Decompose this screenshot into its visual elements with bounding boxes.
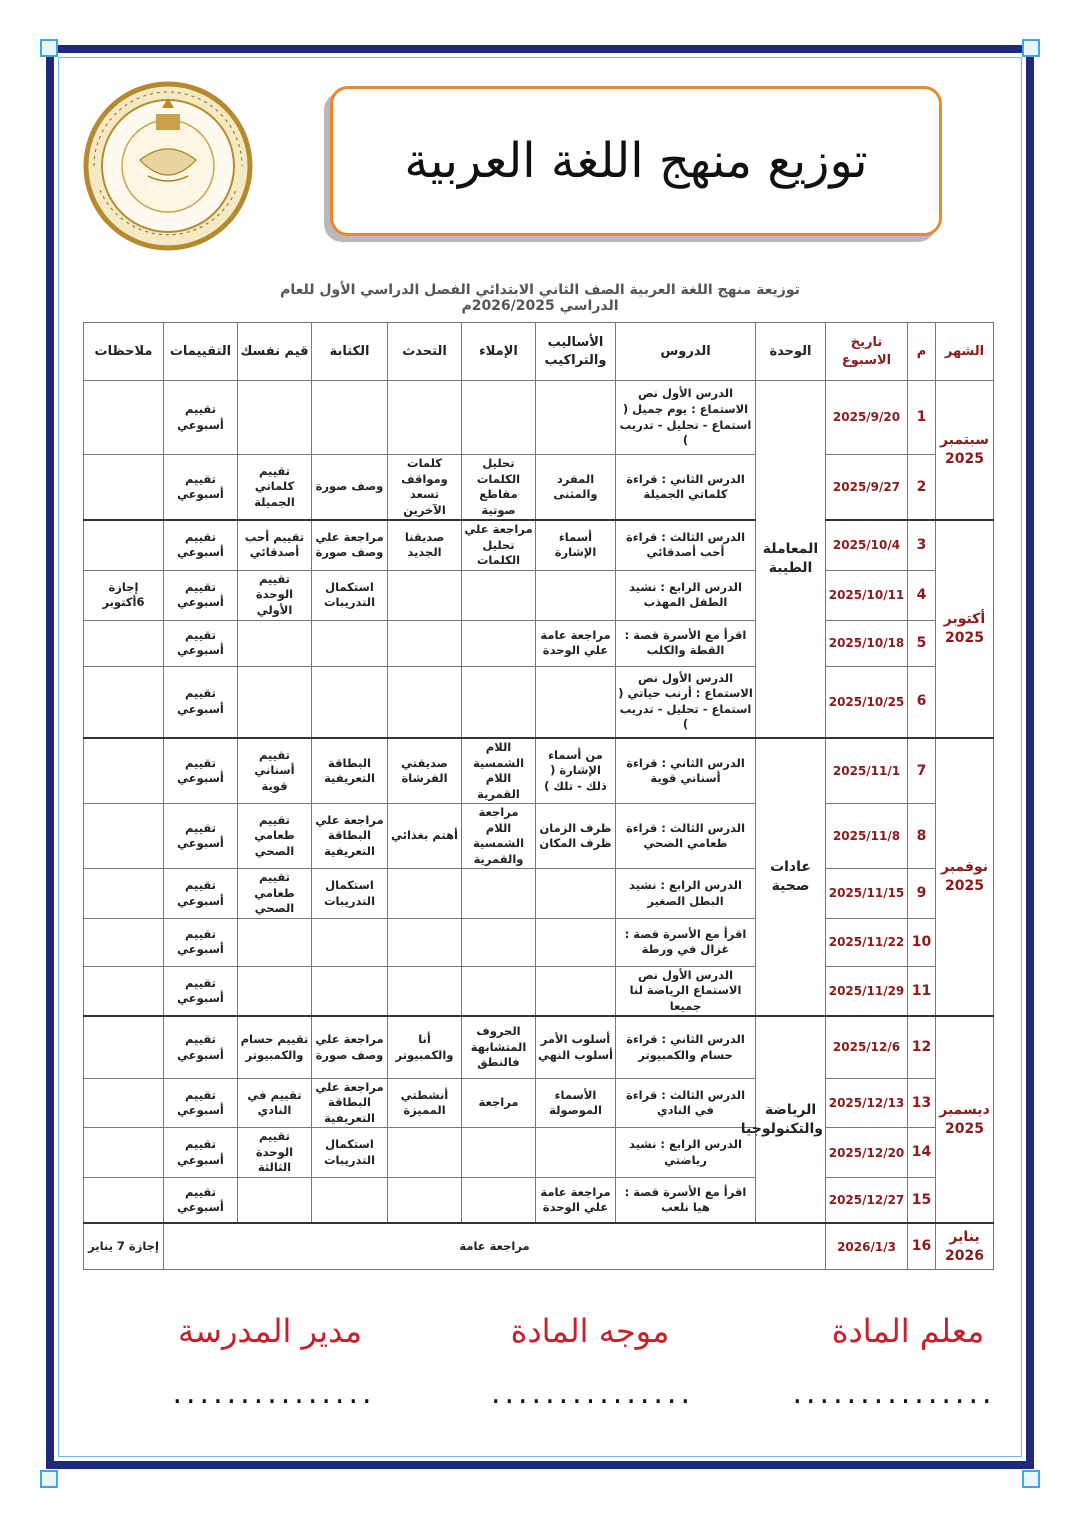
notes-cell — [84, 804, 164, 869]
week-date-cell: 2025/11/22 — [826, 918, 908, 966]
self-assess-cell: تقييم الوحدة الثالثة — [238, 1128, 312, 1178]
week-number-cell: 6 — [908, 666, 936, 738]
dictation-cell: مراجعة علي تحليل الكلمات — [462, 520, 536, 570]
self-assess-cell: تقييم أحب أصدقائي — [238, 520, 312, 570]
week-date-cell: 2025/10/11 — [826, 570, 908, 620]
self-assess-cell — [238, 966, 312, 1016]
week-date-cell: 2025/11/15 — [826, 869, 908, 919]
table-row — [84, 869, 994, 919]
notes-cell — [84, 1016, 164, 1078]
speaking-cell: أنا والكمبيوتر — [388, 1016, 462, 1078]
week-number-cell: 5 — [908, 620, 936, 666]
week-number-cell: 4 — [908, 570, 936, 620]
evaluation-cell: تقييم أسبوعي — [164, 520, 238, 570]
styles-cell — [536, 381, 616, 455]
writing-cell: مراجعة علي البطاقة التعريفية — [312, 1078, 388, 1128]
speaking-cell — [388, 666, 462, 738]
table-row — [84, 1078, 994, 1128]
self-assess-cell — [238, 1177, 312, 1223]
notes-cell — [84, 869, 164, 919]
table-header-row — [84, 323, 994, 381]
notes-cell — [84, 1177, 164, 1223]
self-assess-cell — [238, 620, 312, 666]
evaluation-cell: تقييم أسبوعي — [164, 918, 238, 966]
week-number-cell: 2 — [908, 455, 936, 521]
self-assess-cell — [238, 918, 312, 966]
evaluation-cell: تقييم أسبوعي — [164, 869, 238, 919]
signature-teacher-line: ............... — [792, 1376, 996, 1411]
week-date-cell: 2025/12/20 — [826, 1128, 908, 1178]
unit-cell: الرياضة والتكنولوجيا — [756, 1016, 826, 1223]
table-row — [84, 1177, 994, 1223]
notes-cell — [84, 966, 164, 1016]
lesson-cell: الدرس الرابع : نشيد الطفل المهذب — [616, 570, 756, 620]
dictation-cell — [462, 1177, 536, 1223]
speaking-cell: أنشطتي المميزة — [388, 1078, 462, 1128]
month-cell: نوفمبر 2025 — [936, 738, 994, 1016]
table-row — [84, 804, 994, 869]
week-date-cell: 2025/12/27 — [826, 1177, 908, 1223]
writing-cell: استكمال التدريبات — [312, 570, 388, 620]
notes-cell: إجازة 7 يناير — [84, 1223, 164, 1269]
signature-supervisor-line: ............... — [490, 1376, 694, 1411]
lesson-cell: الدرس الثالث : قراءة في النادي — [616, 1078, 756, 1128]
lesson-cell: الدرس الثاني : قراءة حسام والكمبيوتر — [616, 1016, 756, 1078]
lesson-cell: الدرس الأول نص الاستماع : يوم جميل ( استماع - تحليل - تدريب ) — [616, 381, 756, 455]
writing-cell: مراجعة علي وصف صورة — [312, 520, 388, 570]
writing-cell: مراجعة علي البطاقة التعريفية — [312, 804, 388, 869]
week-date-cell: 2025/10/4 — [826, 520, 908, 570]
week-number-cell: 16 — [908, 1223, 936, 1269]
speaking-cell — [388, 1177, 462, 1223]
writing-cell: مراجعة علي وصف صورة — [312, 1016, 388, 1078]
signature-principal-line: ............... — [172, 1376, 376, 1411]
notes-cell — [84, 1128, 164, 1178]
week-number-cell: 7 — [908, 738, 936, 804]
evaluation-cell: تقييم أسبوعي — [164, 738, 238, 804]
ministry-seal-logo — [78, 80, 258, 252]
evaluation-cell: تقييم أسبوعي — [164, 455, 238, 521]
week-date-cell: 2025/12/6 — [826, 1016, 908, 1078]
frame-corner-ornament — [40, 39, 58, 57]
self-assess-cell: تقييم طعامي الصحي — [238, 869, 312, 919]
week-number-cell: 15 — [908, 1177, 936, 1223]
styles-cell — [536, 1128, 616, 1178]
notes-cell: إجازة 6أكتوبر — [84, 570, 164, 620]
table-row — [84, 738, 994, 804]
col-header-notes: ملاحظات — [84, 323, 164, 381]
lesson-cell: الدرس الأول نص الاستماع : أرنب حياتي ( استماع - تحليل - تدريب ) — [616, 666, 756, 738]
col-header-week-date: تاريخ الاسبوع — [826, 323, 908, 381]
dictation-cell — [462, 570, 536, 620]
lesson-cell: الدرس الثاني : قراءة أسناني قوية — [616, 738, 756, 804]
dictation-cell: مراجعة اللام الشمسية والقمرية — [462, 804, 536, 869]
table-row — [84, 520, 994, 570]
col-header-styles: الأساليب والتراكيب — [536, 323, 616, 381]
styles-cell: من أسماء الإشارة ( ذلك - تلك ) — [536, 738, 616, 804]
month-cell: أكتوبر 2025 — [936, 520, 994, 738]
lesson-cell: اقرأ مع الأسرة قصة : غزال في ورطة — [616, 918, 756, 966]
week-number-cell: 8 — [908, 804, 936, 869]
unit-cell: المعاملة الطيبة — [756, 381, 826, 739]
writing-cell — [312, 381, 388, 455]
speaking-cell: كلمات ومواقف تسعد الآخرين — [388, 455, 462, 521]
month-cell: ديسمبر 2025 — [936, 1016, 994, 1223]
table-row — [84, 455, 994, 521]
self-assess-cell — [238, 666, 312, 738]
evaluation-cell: تقييم أسبوعي — [164, 381, 238, 455]
unit-cell: عادات صحية — [756, 738, 826, 1016]
writing-cell: وصف صورة — [312, 455, 388, 521]
signature-principal-label: مدير المدرسة — [177, 1312, 363, 1350]
dictation-cell — [462, 918, 536, 966]
evaluation-cell: تقييم أسبوعي — [164, 1078, 238, 1128]
self-assess-cell: تقييم طعامي الصحي — [238, 804, 312, 869]
week-number-cell: 13 — [908, 1078, 936, 1128]
speaking-cell: صديقنا الجديد — [388, 520, 462, 570]
week-date-cell: 2026/1/3 — [826, 1223, 908, 1269]
week-date-cell: 2025/10/25 — [826, 666, 908, 738]
styles-cell — [536, 966, 616, 1016]
frame-corner-ornament — [1022, 1470, 1040, 1488]
self-assess-cell: تقييم الوحدة الأولي — [238, 570, 312, 620]
col-header-month: الشهر — [936, 323, 994, 381]
styles-cell: ظرف الزمان ظرف المكان — [536, 804, 616, 869]
week-number-cell: 11 — [908, 966, 936, 1016]
evaluation-cell: تقييم أسبوعي — [164, 620, 238, 666]
writing-cell: البطاقة التعريفية — [312, 738, 388, 804]
col-header-dictation: الإملاء — [462, 323, 536, 381]
styles-cell: الأسماء الموصولة — [536, 1078, 616, 1128]
frame-corner-ornament — [1022, 39, 1040, 57]
writing-cell — [312, 918, 388, 966]
speaking-cell: صديقتي الفرشاة — [388, 738, 462, 804]
table-row — [84, 918, 994, 966]
week-date-cell: 2025/9/27 — [826, 455, 908, 521]
week-number-cell: 9 — [908, 869, 936, 919]
notes-cell — [84, 666, 164, 738]
dictation-cell: مراجعة — [462, 1078, 536, 1128]
week-date-cell: 2025/12/13 — [826, 1078, 908, 1128]
week-number-cell: 1 — [908, 381, 936, 455]
lesson-cell: الدرس الثاني : قراءة كلماتي الجميلة — [616, 455, 756, 521]
styles-cell: أسلوب الأمر أسلوب النهي — [536, 1016, 616, 1078]
dictation-cell — [462, 966, 536, 1016]
self-assess-cell: تقييم كلماتي الجميلة — [238, 455, 312, 521]
table-row — [84, 1016, 994, 1078]
writing-cell: استكمال التدريبات — [312, 1128, 388, 1178]
dictation-cell: اللام الشمسية اللام القمرية — [462, 738, 536, 804]
table-row — [84, 1128, 994, 1178]
speaking-cell — [388, 966, 462, 1016]
speaking-cell — [388, 620, 462, 666]
table-row — [84, 570, 994, 620]
speaking-cell — [388, 1128, 462, 1178]
table-row — [84, 666, 994, 738]
styles-cell: مراجعة عامة علي الوحدة — [536, 620, 616, 666]
dictation-cell — [462, 869, 536, 919]
col-header-self-assess: قيم نفسك — [238, 323, 312, 381]
writing-cell — [312, 1177, 388, 1223]
writing-cell — [312, 620, 388, 666]
col-header-lessons: الدروس — [616, 323, 756, 381]
evaluation-cell: تقييم أسبوعي — [164, 570, 238, 620]
col-header-speaking: التحدث — [388, 323, 462, 381]
self-assess-cell — [238, 381, 312, 455]
week-date-cell: 2025/11/29 — [826, 966, 908, 1016]
styles-cell — [536, 570, 616, 620]
lesson-cell: الدرس الرابع : نشيد رياضتي — [616, 1128, 756, 1178]
dictation-cell — [462, 620, 536, 666]
week-number-cell: 14 — [908, 1128, 936, 1178]
dictation-cell — [462, 381, 536, 455]
lesson-cell: اقرأ مع الأسرة قصة : هيا نلعب — [616, 1177, 756, 1223]
lesson-cell: الدرس الأول نص الاستماع الرياضة لنا جميعا — [616, 966, 756, 1016]
dictation-cell: الحروف المتشابهة فالنطق — [462, 1016, 536, 1078]
writing-cell — [312, 966, 388, 1016]
col-header-unit: الوحدة — [756, 323, 826, 381]
col-header-evaluations: التقييمات — [164, 323, 238, 381]
frame-corner-ornament — [40, 1470, 58, 1488]
document-subtitle: توزيعة منهج اللغة العربية الصف الثاني الابتدائي الفصل الدراسي الأول للعام الدراسي 2026/2025م — [280, 282, 800, 314]
speaking-cell: أهتم بغذائي — [388, 804, 462, 869]
dictation-cell — [462, 1128, 536, 1178]
evaluation-cell: تقييم أسبوعي — [164, 1128, 238, 1178]
writing-cell — [312, 666, 388, 738]
table-row — [84, 966, 994, 1016]
curriculum-table — [83, 322, 994, 1270]
styles-cell — [536, 869, 616, 919]
notes-cell — [84, 918, 164, 966]
evaluation-cell: تقييم أسبوعي — [164, 804, 238, 869]
notes-cell — [84, 520, 164, 570]
month-cell: سبتمبر 2025 — [936, 381, 994, 521]
final-review-cell: مراجعة عامة — [164, 1223, 826, 1269]
signature-supervisor-label: موجه المادة — [510, 1312, 670, 1350]
week-date-cell: 2025/11/1 — [826, 738, 908, 804]
lesson-cell: اقرأ مع الأسرة قصة : القطة والكلب — [616, 620, 756, 666]
styles-cell — [536, 666, 616, 738]
table-row — [84, 381, 994, 455]
table-row-final — [84, 1223, 994, 1269]
self-assess-cell: تقييم حسام والكمبيوتر — [238, 1016, 312, 1078]
styles-cell: مراجعة عامة علي الوحدة — [536, 1177, 616, 1223]
evaluation-cell: تقييم أسبوعي — [164, 666, 238, 738]
notes-cell — [84, 1078, 164, 1128]
notes-cell — [84, 620, 164, 666]
lesson-cell: الدرس الثالث : قراءة طعامي الصحي — [616, 804, 756, 869]
styles-cell: المفرد والمثنى — [536, 455, 616, 521]
col-header-writing: الكتابة — [312, 323, 388, 381]
evaluation-cell: تقييم أسبوعي — [164, 1016, 238, 1078]
page-title: توزيع منهج اللغة العربية — [404, 133, 868, 189]
month-cell: يناير 2026 — [936, 1223, 994, 1269]
week-number-cell: 10 — [908, 918, 936, 966]
title-box — [330, 86, 942, 236]
week-date-cell: 2025/11/8 — [826, 804, 908, 869]
evaluation-cell: تقييم أسبوعي — [164, 966, 238, 1016]
lesson-cell: الدرس الرابع : نشيد البطل الصغير — [616, 869, 756, 919]
styles-cell — [536, 918, 616, 966]
week-date-cell: 2025/9/20 — [826, 381, 908, 455]
dictation-cell — [462, 666, 536, 738]
self-assess-cell: تقييم في النادي — [238, 1078, 312, 1128]
week-number-cell: 3 — [908, 520, 936, 570]
table-row — [84, 620, 994, 666]
week-date-cell: 2025/10/18 — [826, 620, 908, 666]
speaking-cell — [388, 381, 462, 455]
styles-cell: أسماء الإشارة — [536, 520, 616, 570]
speaking-cell — [388, 570, 462, 620]
speaking-cell — [388, 918, 462, 966]
notes-cell — [84, 738, 164, 804]
col-header-number: م — [908, 323, 936, 381]
notes-cell — [84, 381, 164, 455]
evaluation-cell: تقييم أسبوعي — [164, 1177, 238, 1223]
dictation-cell: تحليل الكلمات مقاطع صوتية — [462, 455, 536, 521]
week-number-cell: 12 — [908, 1016, 936, 1078]
writing-cell: استكمال التدريبات — [312, 869, 388, 919]
speaking-cell — [388, 869, 462, 919]
self-assess-cell: تقييم أسناني قوية — [238, 738, 312, 804]
lesson-cell: الدرس الثالث : قراءة أحب أصدقائي — [616, 520, 756, 570]
notes-cell — [84, 455, 164, 521]
signature-teacher-label: معلم المادة — [831, 1312, 985, 1350]
